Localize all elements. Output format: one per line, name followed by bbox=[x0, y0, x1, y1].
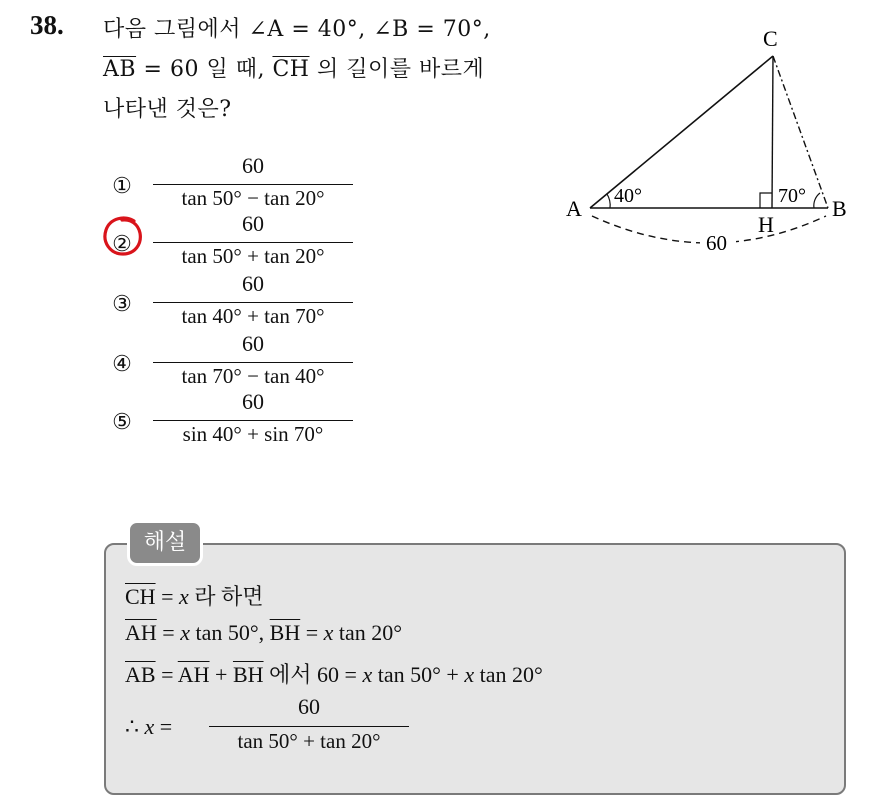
vertex-c-label: C bbox=[763, 26, 778, 51]
vertex-a-label: A bbox=[566, 196, 582, 221]
angle-a-arc bbox=[607, 194, 610, 208]
solution-numerator: 60 bbox=[298, 694, 320, 719]
option-3-numerator: 60 bbox=[242, 271, 264, 296]
option-4-numerator: 60 bbox=[242, 331, 264, 356]
text: = bbox=[300, 620, 324, 645]
solution-line-2 bbox=[125, 620, 402, 646]
fraction-bar bbox=[153, 362, 353, 363]
option-3-mark: ③ bbox=[112, 292, 132, 317]
angle-a-label: 40° bbox=[614, 185, 642, 207]
foot-h-label: H bbox=[758, 212, 774, 237]
text: 라 하면 bbox=[188, 584, 264, 609]
segment-ab: $\overline{AB}$ bbox=[103, 57, 137, 82]
solution-line-1 bbox=[125, 580, 264, 611]
angle-b-arc bbox=[814, 193, 820, 208]
segment-bh: $\overline{BH}$ bbox=[232, 662, 264, 687]
fraction-bar bbox=[209, 726, 409, 727]
question-line-3: 나타낸 것은? bbox=[103, 97, 232, 122]
option-2-numerator: 60 bbox=[242, 211, 264, 236]
dimension-label: 60 bbox=[706, 231, 727, 255]
altitude-ch bbox=[772, 56, 773, 208]
therefore-lead bbox=[125, 714, 172, 740]
option-5-numerator: 60 bbox=[242, 389, 264, 414]
variable-x: x bbox=[180, 620, 190, 645]
variable-x: x bbox=[178, 584, 189, 609]
question-line-2-end: 의 길이를 바르게 bbox=[309, 57, 485, 82]
option-2[interactable] bbox=[108, 211, 368, 278]
solution-denominator: tan 50° + tan 20° bbox=[237, 729, 381, 753]
option-4-denominator: tan 70° − tan 40° bbox=[181, 364, 325, 388]
solution-line-4 bbox=[125, 694, 425, 764]
text: = bbox=[155, 662, 178, 687]
angle-b-label: 70° bbox=[778, 185, 806, 207]
fraction-bar bbox=[153, 242, 353, 243]
right-angle-mark bbox=[760, 193, 772, 208]
segment-ab: $\overline{AB}$ bbox=[125, 662, 156, 687]
option-2-denominator: tan 50° + tan 20° bbox=[181, 244, 325, 268]
segment-ch: $\overline{CH}$ bbox=[125, 584, 156, 609]
vertex-b-label: B bbox=[832, 196, 847, 221]
text: = bbox=[155, 584, 179, 609]
segment-ch: $\overline{CH}$ bbox=[272, 57, 310, 82]
text: tan 50°, bbox=[189, 620, 270, 645]
text: tan 50° + bbox=[372, 662, 465, 687]
option-1-mark: ① bbox=[112, 174, 132, 199]
solution-line-3 bbox=[125, 658, 543, 689]
selected-answer-circle-icon bbox=[101, 214, 145, 258]
variable-x: x bbox=[362, 662, 373, 687]
segment-ah: $\overline{AH}$ bbox=[125, 620, 157, 645]
text: 에서 60 = bbox=[263, 662, 363, 687]
text: = bbox=[156, 620, 181, 645]
variable-x: x bbox=[144, 714, 155, 739]
fraction-bar bbox=[153, 184, 353, 185]
variable-x: x bbox=[464, 662, 475, 687]
question-line-1: 다음 그림에서 ∠A = 40°, ∠B = 70°, bbox=[103, 17, 491, 42]
question-line-2-mid: = 60 일 때, bbox=[136, 57, 273, 82]
text: tan 20° bbox=[474, 662, 543, 687]
triangle-figure bbox=[560, 20, 860, 260]
text: = bbox=[154, 714, 173, 739]
fraction-bar bbox=[153, 420, 353, 421]
therefore-sign: ∴ bbox=[125, 714, 145, 739]
option-3-denominator: tan 40° + tan 70° bbox=[181, 304, 325, 328]
option-3[interactable] bbox=[108, 271, 368, 338]
option-5-mark: ⑤ bbox=[112, 410, 132, 435]
segment-ah: $\overline{AH}$ bbox=[177, 662, 210, 687]
solution-tab: 해설 bbox=[127, 520, 203, 566]
fraction-bar bbox=[153, 302, 353, 303]
variable-x: x bbox=[323, 620, 334, 645]
option-1-denominator: tan 50° − tan 20° bbox=[181, 186, 325, 210]
option-2-mark: ② bbox=[112, 232, 132, 257]
question-line-2 bbox=[103, 52, 484, 83]
option-4-mark: ④ bbox=[112, 352, 132, 377]
option-5-denominator: sin 40° + sin 70° bbox=[182, 422, 324, 446]
text: + bbox=[209, 662, 233, 687]
question-number: 38. bbox=[30, 10, 64, 40]
option-1-numerator: 60 bbox=[242, 153, 264, 178]
text: tan 20° bbox=[333, 620, 403, 645]
option-5[interactable] bbox=[108, 389, 368, 456]
segment-bh: $\overline{BH}$ bbox=[269, 620, 301, 645]
